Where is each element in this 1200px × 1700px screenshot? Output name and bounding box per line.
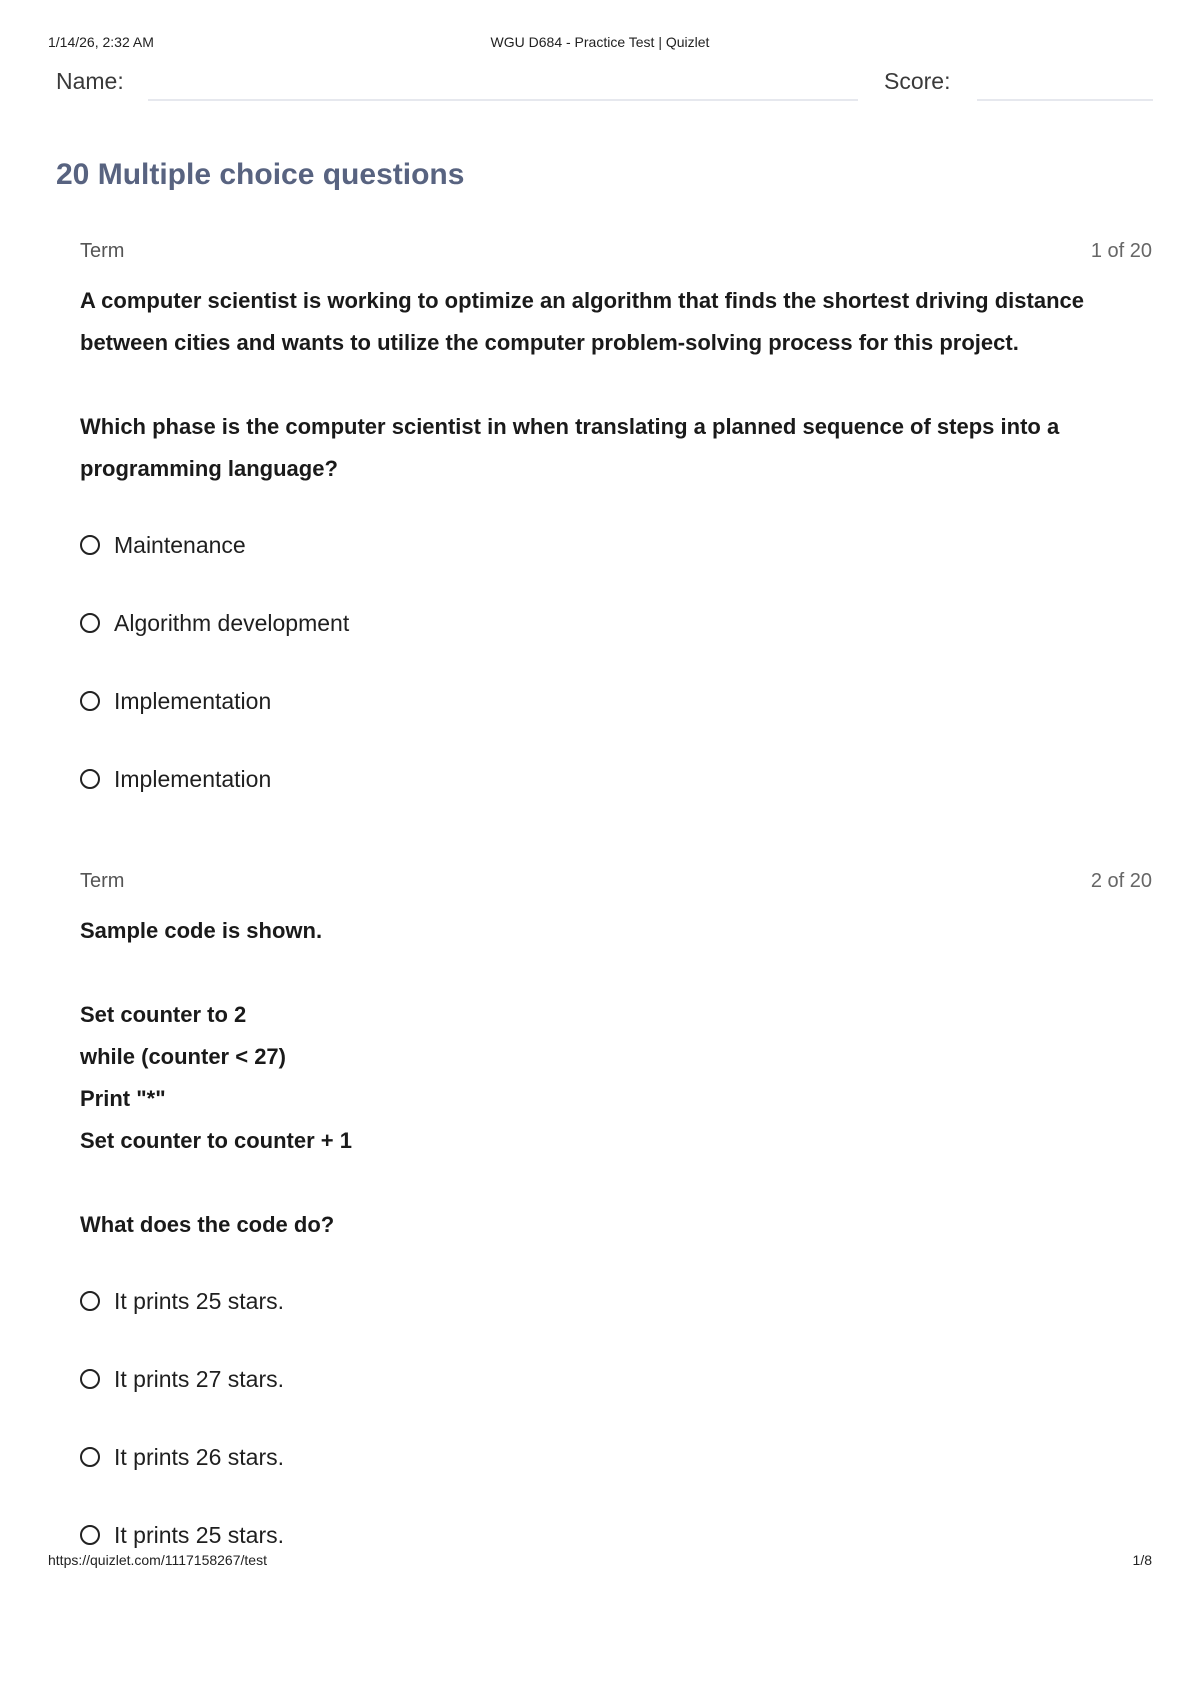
print-header [48,34,1152,54]
answer-option[interactable] [80,1262,1152,1340]
question-2 [80,870,1152,1574]
question-counter: 2 of 20 [1090,870,1152,892]
radio-circle-icon[interactable] [80,1447,100,1467]
code-line: Set counter to 2 [80,1002,247,1027]
print-page-number: 1/8 [1132,1552,1152,1568]
radio-circle-icon[interactable] [80,1525,100,1545]
answer-option-label: Maintenance [114,531,246,558]
question-header [80,870,1152,898]
print-page-title: WGU D684 - Practice Test | Quizlet [490,34,710,50]
answer-option-label: Implementation [114,765,272,792]
code-line: while (counter < 27) [80,1044,286,1069]
name-label: Name: [56,68,124,94]
answer-option-label: It prints 25 stars. [114,1521,285,1548]
radio-circle-icon[interactable] [80,769,100,789]
answer-option[interactable] [80,506,1152,584]
name-field[interactable] [148,99,858,101]
radio-circle-icon[interactable] [80,613,100,633]
radio-circle-icon[interactable] [80,1291,100,1311]
term-label: Term [80,870,125,892]
question-1 [80,240,1152,818]
question-intro: Sample code is shown. [80,918,323,943]
question-counter: 1 of 20 [1090,240,1152,262]
question-header [80,240,1152,268]
answer-options [80,1262,1152,1574]
code-line: Print "*" [80,1086,166,1111]
answer-options [80,506,1152,818]
name-score-row [56,66,1152,106]
code-line: Set counter to counter + 1 [80,1128,352,1153]
answer-option[interactable] [80,1418,1152,1496]
answer-option[interactable] [80,1340,1152,1418]
print-datetime: 1/14/26, 2:32 AM [48,34,154,50]
term-label: Term [80,240,125,262]
question-paragraph: A computer scientist is working to optimize an algorithm that finds the shortest driving distance between cities and wants to utilize the computer problem-solving process for this project. [80,288,1084,355]
score-label: Score: [884,68,951,94]
score-field[interactable] [977,99,1153,101]
answer-option-label: Implementation [114,687,272,714]
print-url: https://quizlet.com/1117158267/test [48,1552,267,1568]
print-footer [48,1552,1152,1572]
question-text [80,280,1152,490]
answer-option[interactable] [80,584,1152,662]
question-prompt: What does the code do? [80,1212,335,1237]
answer-option[interactable] [80,662,1152,740]
answer-option-label: It prints 27 stars. [114,1365,285,1392]
answer-option[interactable] [80,740,1152,818]
radio-circle-icon[interactable] [80,535,100,555]
radio-circle-icon[interactable] [80,1369,100,1389]
answer-option-label: Algorithm development [114,609,350,636]
section-title: 20 Multiple choice questions [56,158,465,191]
question-paragraph: Which phase is the computer scientist in when translating a planned sequence of steps into a programming language? [80,414,1060,481]
answer-option-label: It prints 26 stars. [114,1443,285,1470]
answer-option-label: It prints 25 stars. [114,1287,285,1314]
question-text [80,910,1152,1246]
radio-circle-icon[interactable] [80,691,100,711]
